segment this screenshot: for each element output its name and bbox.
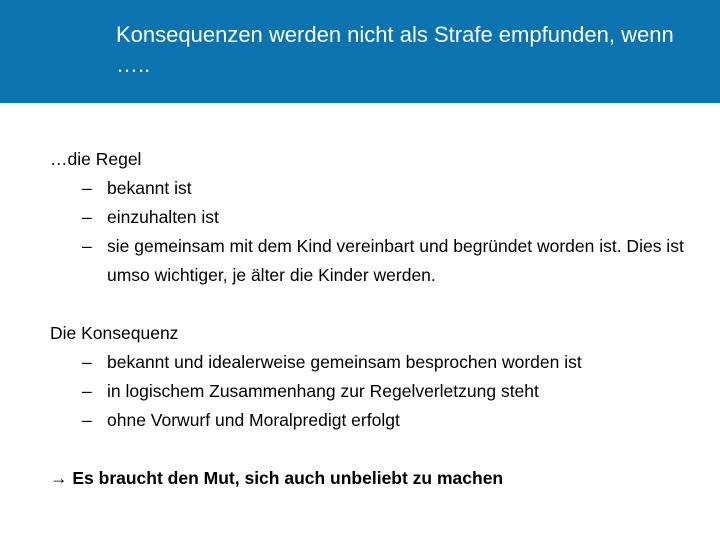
title-banner xyxy=(0,0,720,103)
slide-title: Konsequenzen werden nicht als Strafe empfunden, wenn ….. xyxy=(116,22,674,77)
slide-body xyxy=(50,145,710,493)
list-item: – in logischem Zusammenhang zur Regelverletzung steht xyxy=(107,377,710,406)
section-consequence-lead: Die Konsequenz xyxy=(50,323,179,343)
spacer xyxy=(50,290,710,319)
list-item: – ohne Vorwurf und Moralpredigt erfolgt xyxy=(107,406,710,435)
spacer xyxy=(50,435,710,464)
rule-conditions-list xyxy=(50,174,710,290)
conclusion-statement: → Es braucht den Mut, sich auch unbeliebt zu machen xyxy=(50,468,504,488)
consequence-conditions-list xyxy=(50,348,710,435)
list-item: – bekannt und idealerweise gemeinsam besprochen worden ist xyxy=(107,348,710,377)
list-item: – einzuhalten ist xyxy=(107,203,710,232)
section-rule-lead: …die Regel xyxy=(50,149,142,169)
list-item: – bekannt ist xyxy=(107,174,710,203)
list-item: – sie gemeinsam mit dem Kind vereinbart und begründet worden ist. Dies ist umso wichtiger, je älter die Kinder werden. xyxy=(107,232,710,290)
